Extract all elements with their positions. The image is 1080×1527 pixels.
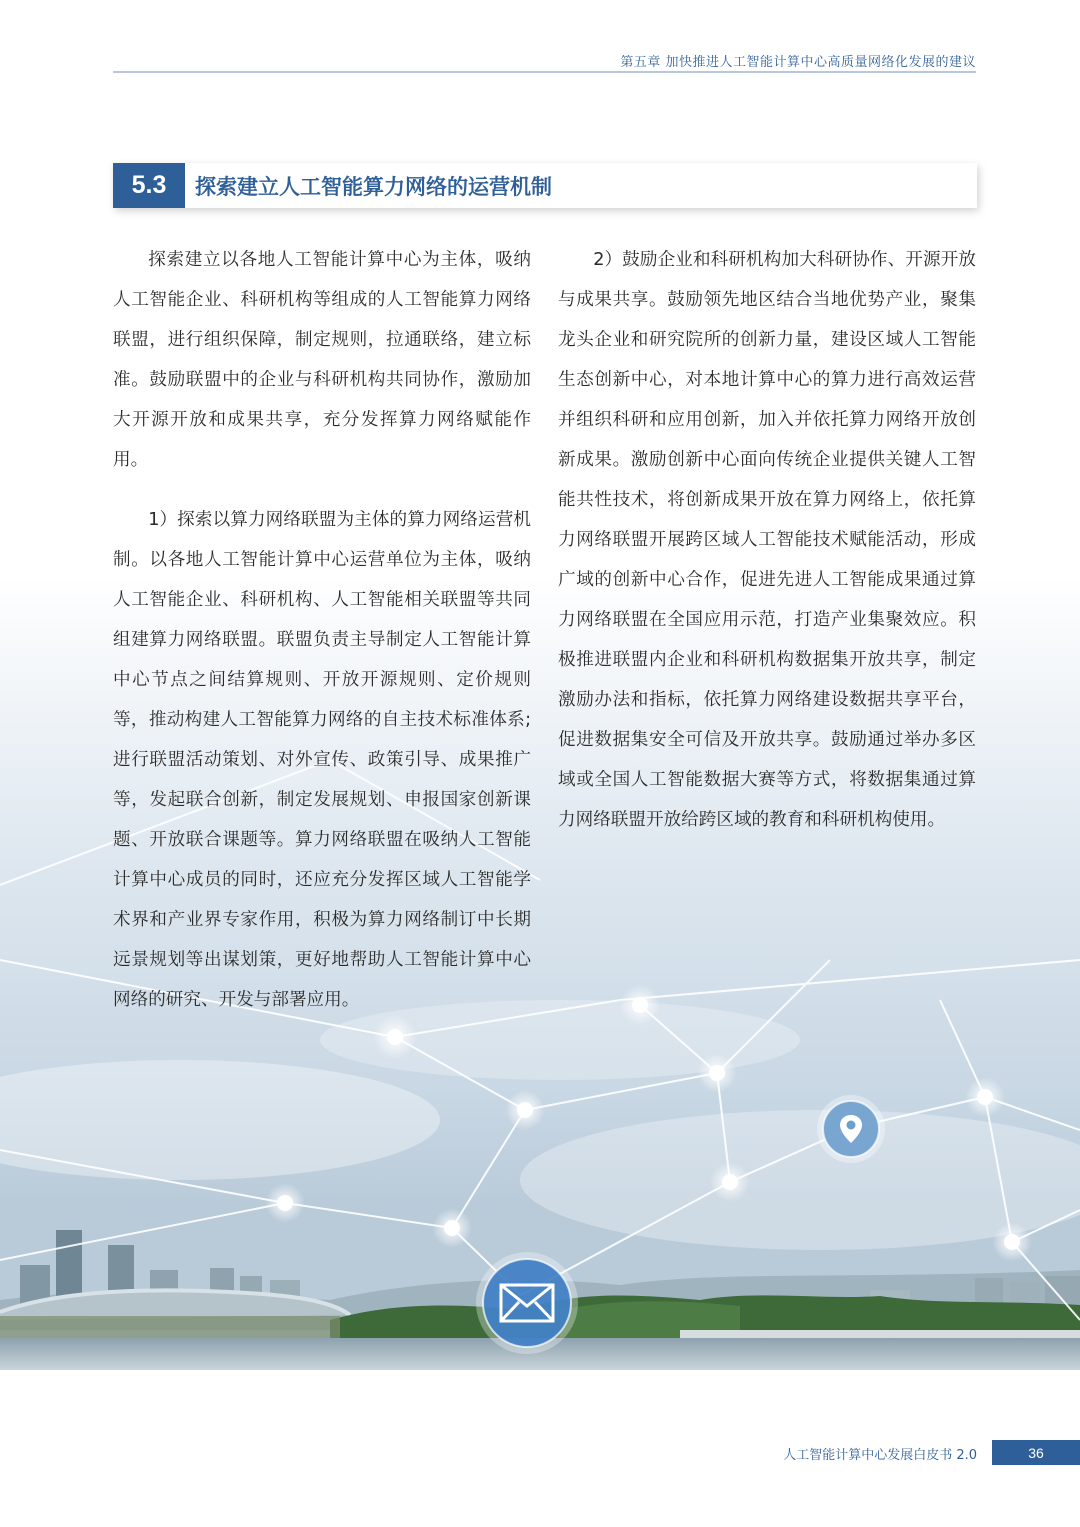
chapter-header: 第五章 加快推进人工智能计算中心高质量网络化发展的建议 xyxy=(620,55,976,70)
section-heading xyxy=(113,163,977,208)
footer-book-title: 人工智能计算中心发展白皮书 2.0 xyxy=(783,1448,977,1463)
paragraph: 1）探索以算力网络联盟为主体的算力网络运营机制。以各地人工智能计算中心运营单位为主体，吸纳人工智能企业、科研机构、人工智能相关联盟等共同组建算力网络联盟。联盟负责主导制定人工智能计算中心节点之间结算规则、开放开源规则、定价规则等，推动构建人工智能算力网络的自主技术标准体系; 进行联盟活动策划、对外宣传、政策引导、成果推广等，发起联合创新，制定发展规划、申报国家创新课题、开放联合课题等。算力网络联盟在吸纳人工智能计算中心成员的同时，还应充分发挥区域人工智能学术界和产业界专家作用，积极为算力网络制订中长期远景规划等出谋划策，更好地帮助人工智能计算中心网络的研究、开发与部署应用。 xyxy=(113,510,531,1010)
paragraph: 探索建立以各地人工智能计算中心为主体，吸纳人工智能企业、科研机构等组成的人工智能算力网络联盟，进行组织保障，制定规则，拉通联络，建立标准。鼓励联盟中的企业与科研机构共同协作，激励加大开源开放和成果共享，充分发挥算力网络赋能作用。 xyxy=(113,250,531,470)
paragraph: 2）鼓励企业和科研机构加大科研协作、开源开放与成果共享。鼓励领先地区结合当地优势产业，聚集龙头企业和研究院所的创新力量，建设区域人工智能生态创新中心，对本地计算中心的算力进行高效运营并组织科研和应用创新，加入并依托算力网络开放创新成果。激励创新中心面向传统企业提供关键人工智能共性技术，将创新成果开放在算力网络上，依托算力网络联盟开展跨区域人工智能技术赋能活动，形成广域的创新中心合作，促进先进人工智能成果通过算力网络联盟在全国应用示范，打造产业集聚效应。积极推进联盟内企业和科研机构数据集开放共享，制定激励办法和指标，依托算力网络建设数据共享平台，促进数据集安全可信及开放共享。鼓励通过举办多区域或全国人工智能数据大赛等方式，将数据集通过算力网络联盟开放给跨区域的教育和科研机构使用。 xyxy=(558,250,976,830)
page-number: 36 xyxy=(992,1440,1080,1465)
left-column xyxy=(113,240,531,1020)
right-column xyxy=(558,240,976,840)
location-pin-icon xyxy=(815,1093,887,1165)
envelope-icon xyxy=(474,1250,580,1356)
section-title: 探索建立人工智能算力网络的运营机制 xyxy=(195,174,552,199)
header-divider xyxy=(113,71,976,73)
section-number: 5.3 xyxy=(113,163,185,208)
